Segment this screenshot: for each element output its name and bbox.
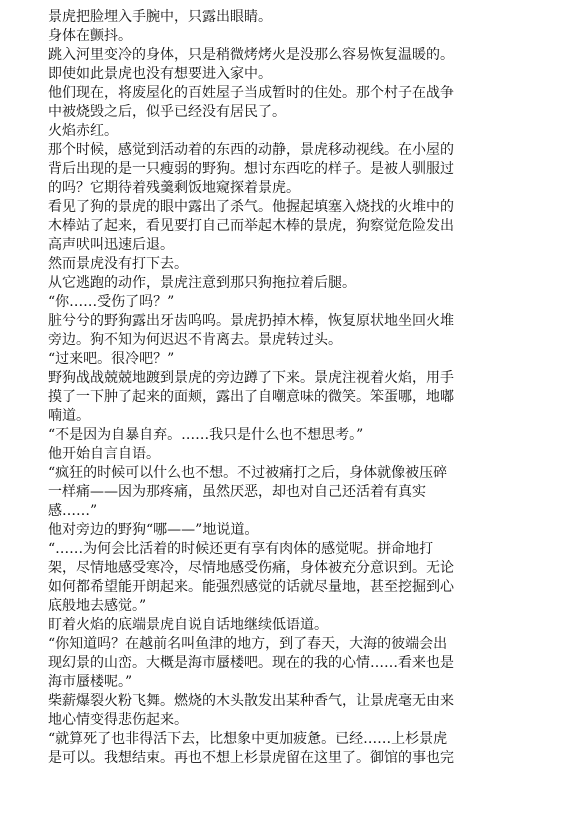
paragraph: 他开始自言自语。 [48,446,160,462]
paragraph: 盯着火焰的底端景虎自说自话地继续低语道。 [48,617,328,633]
paragraph: “过来吧。很冷吧？” [48,351,175,367]
paragraph: 那个时候，感觉到活动着的东西的动静，景虎移动视线。在小屋的 背后出现的是一只瘦弱的野狗。想讨东西吃的样子。是被人驯服过 的吗？它期待着残羹剩饭地窥探着景虎。 [48,142,454,196]
paragraph: 野狗战战兢兢地踱到景虎的旁边蹲了下来。景虎注视着火焰，用手 摸了一下肿了起来的面颊，露出了自嘲意味的微笑。笨蛋哪，地嘟 喃道。 [48,370,454,424]
paragraph: 柴薪爆裂火粉飞舞。燃烧的木头散发出某种香气，让景虎毫无由来 地心情变得悲伤起来。 [48,693,454,728]
paragraph: “……为何会比活着的时候还更有享有肉体的感觉呢。拼命地打 架，尽情地感受寒冷，尽情地感受伤痛，身体被充分意识到。无论 如何都希望能开朗起来。能强烈感觉的话就尽量地，甚至挖掘到心 底般地去感觉。” [48,541,454,614]
document-page [48,8,548,768]
paragraph: “就算死了也非得活下去，比想象中更加疲惫。已经……上杉景虎 是可以。我想结束。再也不想上杉景虎留在这里了。御馆的事也完 [48,731,454,766]
paragraph: “你……受伤了吗？” [48,294,175,310]
paragraph: “你知道吗？在越前名叫鱼津的地方，到了春天，大海的彼端会出 现幻景的山峦。大概是海市蜃楼吧。现在的我的心情……看来也是 海市蜃楼呢。” [48,636,454,690]
paragraph: 他们现在，将废屋化的百姓屋子当成暂时的住处。那个村子在战争 中被烧毁之后，似乎已经没有居民了。 [48,85,454,120]
paragraph: 脏兮兮的野狗露出牙齿呜呜。景虎扔掉木棒，恢复原状地坐回火堆 旁边。狗不知为何迟迟不肯离去。景虎转过头。 [48,313,454,348]
paragraph: 火焰赤红。 [48,123,118,139]
paragraph: 看见了狗的景虎的眼中露出了杀气。他握起填塞入烧找的火堆中的 木棒站了起来，看见要打自己而举起木棒的景虎，狗察觉危险发出 高声吠叫迅速后退。 [48,199,454,253]
paragraph: 景虎把脸埋入手腕中，只露出眼睛。 [48,9,272,25]
paragraph: 然而景虎没有打下去。 [48,256,188,272]
paragraph: 从它逃跑的动作，景虎注意到那只狗拖拉着后腿。 [48,275,356,291]
paragraph: 身体在颤抖。 [48,28,132,44]
paragraph: 跳入河里变冷的身体，只是稍微烤烤火是没那么容易恢复温暖的。 即使如此景虎也没有想要进入家中。 [48,47,454,82]
paragraph: “疯狂的时候可以什么也不想。不过被痛打之后，身体就像被压碎 一样痛——因为那疼痛，虽然厌恶，却也对自己还活着有真实 感……” [48,465,448,519]
paragraph: 他对旁边的野狗“哪——”地说道。 [48,522,259,538]
paragraph: “不是因为自暴自弃。……我只是什么也不想思考。” [48,427,364,443]
